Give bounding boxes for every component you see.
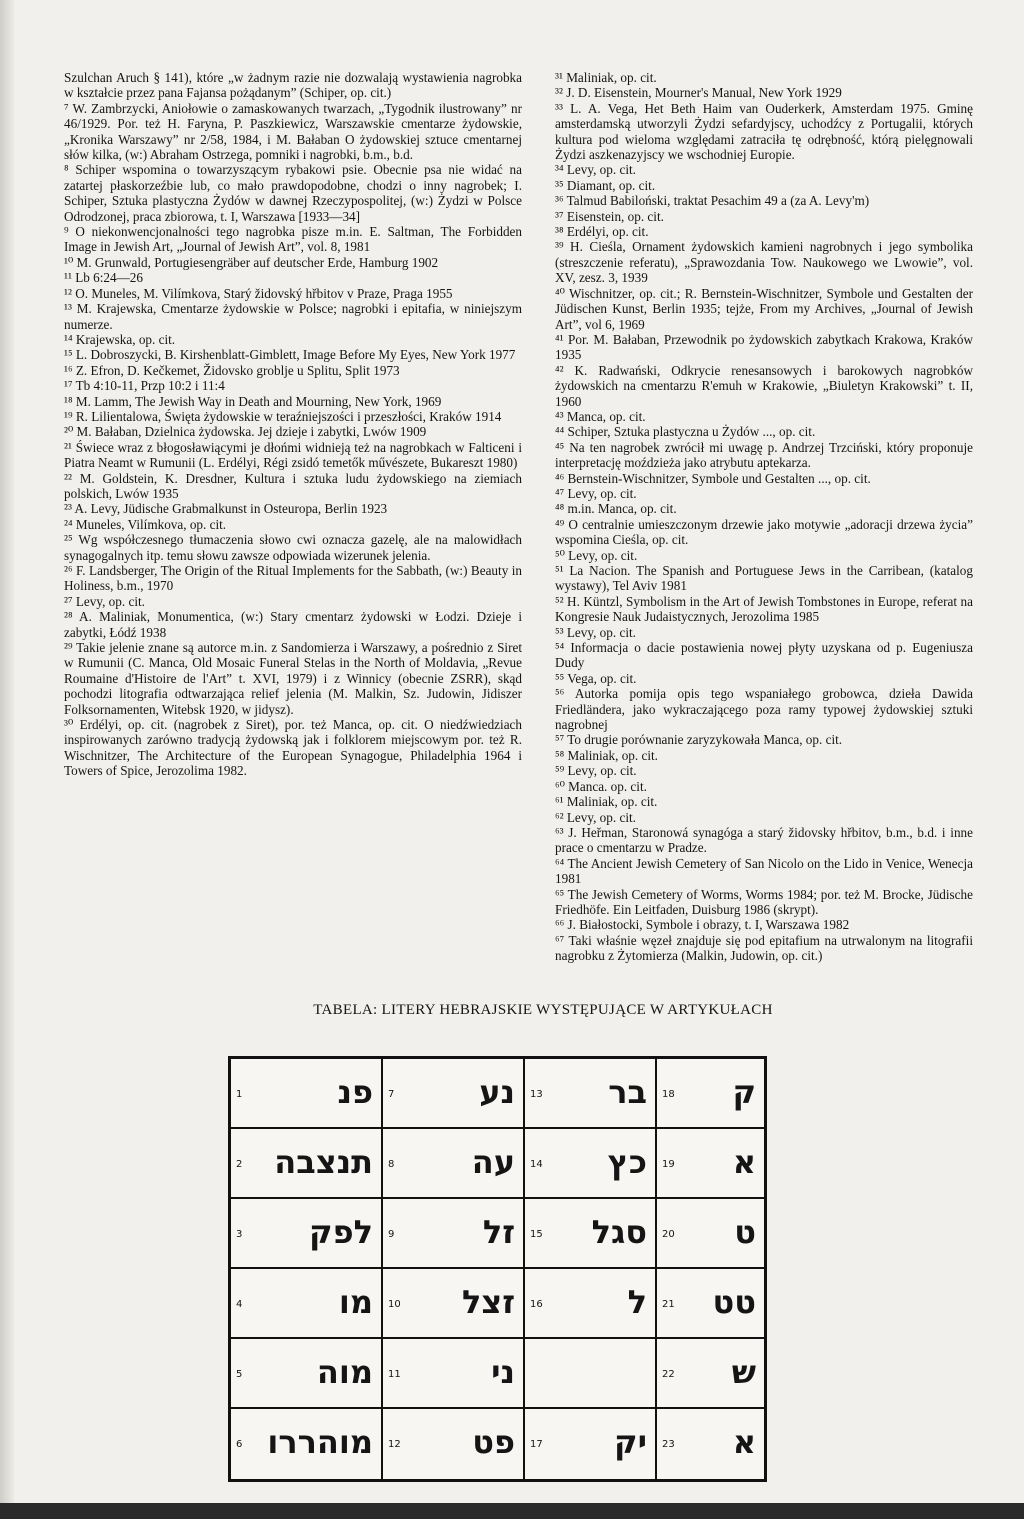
footnote: ²⁹ Takie jelenie znane są autorce m.in. z Sandomierza i Warszawy, a pośrednio z Siret w Rumunii (C. Manca, Old Mosaic Funeral Stelas in the North of Moldavia, „Revue Roumaine d'Histoire de l'Art” t. XVI, 1979) i z Winnicy (obecnie ZSRR), skąd pochodzi litografia odtwarzająca relief jelenia (M. Malkin, Sz. Judowin, Jidiszer Folksornamenten, Witebsk 1920, w jidysz). (64, 640, 522, 717)
footnote: ¹⁹ R. Lilientalowa, Święta żydowskie w teraźniejszości i przeszłości, Kraków 1914 (64, 408, 502, 424)
cell-number: 6 (236, 1439, 243, 1450)
footnote: ⁶⁵ The Jewish Cemetery of Worms, Worms 1984; por. też M. Brocke, Jüdische Friedhöfe. Ein Leitfaden, Duisburg 1986 (skrypt). (555, 886, 973, 917)
footnote: ⁴¹ Por. M. Bałaban, Przewodnik po żydowskich zabytkach Krakowa, Kraków 1935 (555, 331, 973, 363)
table-cell (231, 1059, 381, 1129)
footnote: ⁷ W. Zambrzycki, Aniołowie o zamaskowanych twarzach, „Tygodnik ilustrowany” nr 46/1929. Por. też H. Faryna, P. Paszkiewicz, Warszawskie cmentarze żydowskie, „Kronika Warszawy” nr 2/58, 1984, i M. Bałaban O żydowskiej sztuce cmentarnej słów kilka, (w:) Abraham Ostrzega, pomniki i nagrobki, b.m., b.d. (64, 100, 522, 163)
hebrew-abbreviation: נע (479, 1073, 515, 1111)
table-cell (525, 1129, 655, 1199)
footnote: Szulchan Aruch § 141), które „w żadnym razie nie dozwalają wystawienia nagrobka w kształcie przez pana Fajansa pożądanym” (Schiper, op. cit.) (64, 70, 522, 101)
footnote: ⁵¹ La Nacion. The Spanish and Portuguese Jews in the Carribean, (katalog wystawy), Tel Aviv 1981 (555, 563, 973, 594)
hebrew-abbreviation: ק (732, 1073, 756, 1111)
cell-number: 18 (662, 1089, 675, 1100)
footnote: ¹⁷ Tb 4:10-11, Przp 10:2 i 11:4 (64, 378, 225, 394)
cell-number: 11 (388, 1369, 401, 1380)
page-edge-shadow (0, 0, 14, 1519)
hebrew-abbreviation: ש (731, 1353, 756, 1391)
table-cell (383, 1269, 523, 1339)
cell-number: 21 (662, 1299, 675, 1310)
footnote: ⁴² K. Radwański, Odkrycie renesansowych i barokowych nagrobków żydowskich na cmentarzu R'emuh w Krakowie, „Biuletyn Krakowski” t. II, 1960 (555, 362, 973, 409)
footnote: ⁶⁴ The Ancient Jewish Cemetery of San Nicolo on the Lido in Venice, Wenecja 1981 (555, 855, 973, 887)
footnote: ²⁰ M. Bałaban, Dzielnica żydowska. Jej dzieje i zabytki, Lwów 1909 (64, 424, 427, 440)
footnote: ⁵² H. Küntzl, Symbolism in the Art of Jewish Tombstones in Europe, referat na Kongresie Nauk Judaistycznych, Jerozolima 1985 (555, 593, 973, 625)
cell-number: 12 (388, 1439, 401, 1450)
table-cell (525, 1339, 655, 1409)
hebrew-abbreviation: ט (734, 1213, 756, 1251)
hebrew-abbreviation: בר (608, 1073, 647, 1111)
footnote: ²⁶ F. Landsberger, The Origin of the Ritual Implements for the Sabbath, (w:) Beauty in Holiness, b.m., 1970 (64, 563, 522, 594)
cell-number: 9 (388, 1229, 395, 1240)
footnote: ⁴⁹ O centralnie umieszczonym drzewie jako motywie „adoracji drzewa życia” wspomina Cieśla, op. cit. (555, 516, 973, 548)
cell-number: 1 (236, 1089, 243, 1100)
table-cell (657, 1059, 764, 1129)
cell-number: 10 (388, 1299, 401, 1310)
footnote: ¹⁰ M. Grunwald, Portugiesengräber auf deutscher Erde, Hamburg 1902 (64, 254, 439, 270)
footnote: ²⁴ Muneles, Vilímkova, op. cit. (64, 516, 227, 532)
footnote: ⁴⁰ Wischnitzer, op. cit.; R. Bernstein-Wischnitzer, Symbole und Gestalten der Jüdischen Kunst, Berlin 1935; tejże, From my Archives, „Journal of Jewish Art”, vol 6, 1969 (555, 285, 973, 332)
footnote: ⁴⁶ Bernstein-Wischnitzer, Symbole und Gestalten ..., op. cit. (555, 470, 871, 486)
table-cell (231, 1199, 381, 1269)
footnote: ⁵⁸ Maliniak, op. cit. (555, 747, 658, 763)
footnote: ⁶¹ Maliniak, op. cit. (555, 794, 658, 810)
footnote: ⁴⁸ m.in. Manca, op. cit. (555, 501, 677, 517)
hebrew-abbreviation: סגל (591, 1213, 647, 1251)
hebrew-abbreviation: ל (627, 1283, 647, 1321)
footnote: ³¹ Maliniak, op. cit. (555, 70, 657, 85)
footnote: ¹⁵ L. Dobroszycki, B. Kirshenblatt-Gimblett, Image Before My Eyes, New York 1977 (64, 347, 516, 363)
footnote: ⁴³ Manca, op. cit. (555, 408, 646, 424)
footnote: ⁴⁴ Schiper, Sztuka plastyczna u Żydów ..., op. cit. (555, 424, 816, 440)
hebrew-abbreviation: לפק (309, 1213, 373, 1251)
footnotes-right-column (555, 70, 973, 964)
cell-number: 8 (388, 1159, 395, 1170)
footnote: ⁴⁷ Levy, op. cit. (555, 485, 637, 501)
footnote: ⁴⁵ Na ten nagrobek zwrócił mi uwagę p. Andrzej Trzciński, który proponuje interpretację moździeża jako atrybutu aptekarza. (555, 439, 973, 471)
footnote: ¹⁶ Z. Efron, D. Kečkemet, Židovsko groblje u Splitu, Split 1973 (64, 362, 400, 378)
table-cell (657, 1199, 764, 1269)
hebrew-abbreviation: טט (712, 1283, 756, 1321)
page-bottom-edge (0, 1503, 1024, 1519)
footnote: ⁶² Levy, op. cit. (555, 809, 636, 825)
hebrew-abbreviation: תנצבה (274, 1143, 373, 1181)
footnote: ²⁵ Wg współczesnego tłumaczenia słowo cwi oznacza gazelę, ale na malowidłach synagogalnych itp. temu słowu zawsze odpowiada wizerunek jelenia. (64, 532, 522, 563)
footnote: ³² J. D. Eisenstein, Mourner's Manual, New York 1929 (555, 85, 842, 101)
footnote: ³⁹ H. Cieśla, Ornament żydowskich kamieni nagrobnych i jego symbolika (streszczenie referatu), „Sprawozdania Tow. Naukowego we Lwowie”, vol. XV, zesz. 3, 1939 (555, 239, 973, 286)
table-cell (231, 1339, 381, 1409)
table-cell (383, 1199, 523, 1269)
table-cell (231, 1269, 381, 1339)
footnote: ²³ A. Levy, Jüdische Grabmalkunst in Osteuropa, Berlin 1923 (64, 501, 388, 517)
footnote: ³⁰ Erdélyi, op. cit. (nagrobek z Siret), por. też Manca, op. cit. O niedźwiedziach inspirowanych zarówno tradycją żydowską jak i folklorem miejscowym por. też R. Wischnitzer, The Architecture of the European Synagogue, Philadelphia 1964 i Towers of Spice, Jerozolima 1982. (64, 717, 522, 779)
footnote: ⁶³ J. Heřman, Staronowá synagóga a starý židovsky hřbitov, b.m., b.d. i inne prace o cmentarzu w Pradze. (555, 824, 973, 856)
table-cell (231, 1409, 381, 1479)
table-cell (383, 1129, 523, 1199)
footnote: ²² M. Goldstein, K. Dresdner, Kultura i sztuka ludu żydowskiego na ziemiach polskich, Lwów 1935 (64, 470, 522, 501)
cell-number: 20 (662, 1229, 675, 1240)
footnote: ²¹ Świece wraz z błogosławiącymi je dłońmi widnieją też na nagrobkach w Falticeni i Piatra Neamt w Rumunii (L. Erdélyi, Régi zsidó temetők művészete, Bukareszt 1980) (64, 439, 522, 471)
cell-number: 14 (530, 1159, 543, 1170)
table-cell (525, 1409, 655, 1479)
footnote: ³³ L. A. Vega, Het Beth Haim van Ouderkerk, Amsterdam 1975. Gminę amsterdamską utworzyli Żydzi sefardyjscy, uchodźcy z Portugalii, których kultura pod wieloma względami zatraciła tę odrębność, którą pielęgnowali Żydzi aszkenazyjscy we wschodniej Europie. (555, 100, 973, 163)
footnote: ⁵⁴ Informacja o dacie postawienia nowej płyty uzyskana od p. Eugeniusza Dudy (555, 640, 973, 671)
cell-number: 17 (530, 1439, 543, 1450)
hebrew-abbreviation: יק (614, 1423, 647, 1461)
cell-number: 2 (236, 1159, 243, 1170)
hebrew-abbreviation: מוהררו (267, 1423, 373, 1461)
footnote: ¹⁴ Krajewska, op. cit. (64, 331, 176, 347)
hebrew-abbreviation: פט (472, 1423, 515, 1461)
table-cell (383, 1059, 523, 1129)
cell-number: 3 (236, 1229, 243, 1240)
footnote: ⁶⁰ Manca. op. cit. (555, 778, 647, 794)
footnote: ³⁶ Talmud Babiloński, traktat Pesachim 49 a (za A. Levy'm) (555, 193, 870, 209)
table-column (657, 1059, 764, 1479)
table-column (231, 1059, 383, 1479)
footnote: ⁵⁵ Vega, op. cit. (555, 670, 637, 686)
hebrew-abbreviation: מוה (316, 1353, 373, 1391)
table-cell (383, 1339, 523, 1409)
cell-number: 13 (530, 1089, 543, 1100)
table-cell (525, 1199, 655, 1269)
hebrew-abbreviation: מו (338, 1283, 373, 1321)
footnote: ³⁸ Erdélyi, op. cit. (555, 224, 649, 240)
footnote: ⁸ Schiper wspomina o towarzyszącym rybakowi psie. Obecnie psa nie widać na zatartej płaskorzeźbie lub, co mało prawdopodobne, chodzi o inny nagrobek; I. Schiper, Sztuka plastyczna Żydów w dawnej Rzeczypospolitej, (w:) Żydzi w Polsce Odrodzonej, praca zbiorowa, t. I, Warszawa [1933—34] (64, 162, 522, 224)
table-cell (657, 1129, 764, 1199)
hebrew-abbreviation: א (732, 1423, 756, 1461)
footnote: ⁵⁹ Levy, op. cit. (555, 763, 637, 779)
footnote: ¹² O. Muneles, M. Vilímkova, Starý židovský hřbitov v Praze, Praga 1955 (64, 285, 453, 301)
footnotes-left-column (64, 70, 522, 779)
hebrew-abbreviation: ני (491, 1353, 515, 1391)
footnote: ²⁷ Levy, op. cit. (64, 593, 145, 609)
footnote: ³⁵ Diamant, op. cit. (555, 177, 656, 193)
footnote: ⁵⁷ To drugie porównanie zaryzykowała Manca, op. cit. (555, 732, 843, 748)
footnote: ⁵³ Levy, op. cit. (555, 624, 636, 640)
footnote: ⁶⁶ J. Białostocki, Symbole i obrazy, t. I, Warszawa 1982 (555, 917, 850, 933)
table-column (525, 1059, 657, 1479)
hebrew-abbreviation: זל (482, 1213, 515, 1251)
cell-number: 4 (236, 1299, 243, 1310)
table-cell (657, 1269, 764, 1339)
footnote: ⁹ O niekonwencjonalności tego nagrobka pisze m.in. E. Saltman, The Forbidden Image in Jewish Art, „Journal of Jewish Art”, vol. 8, 1981 (64, 224, 522, 255)
table-cell (657, 1409, 764, 1479)
cell-number: 7 (388, 1089, 395, 1100)
footnote: ⁶⁷ Taki właśnie węzeł znajduje się pod epitafium na utrwalonym na litografii nagrobku z Żytomierza (Malkin, Judowin, op. cit.) (555, 932, 973, 964)
footnote: ²⁸ A. Maliniak, Monumentica, (w:) Stary cmentarz żydowski w Łodzi. Dzieje i zabytki, Łódź 1938 (64, 609, 522, 640)
footnote: ³⁴ Levy, op. cit. (555, 162, 636, 178)
cell-number: 15 (530, 1229, 543, 1240)
table-cell (231, 1129, 381, 1199)
table-cell (383, 1409, 523, 1479)
footnote: ⁵⁶ Autorka pomija opis tego wspaniałego grobowca, dzieła Dawida Friedländera, jako wykraczającego poza ramy typowej żydowskiej sztuki nagrobnej (555, 686, 973, 733)
hebrew-abbreviation: עה (471, 1143, 515, 1181)
table-title: TABELA: LITERY HEBRAJSKIE WYSTĘPUJĄCE W ARTYKUŁACH (313, 1002, 773, 1018)
table-cell (525, 1269, 655, 1339)
footnote: ³⁷ Eisenstein, op. cit. (555, 208, 664, 224)
hebrew-abbreviation: א (732, 1143, 756, 1181)
hebrew-letters-table (228, 1056, 767, 1482)
footnote: ¹¹ Lb 6:24—26 (64, 270, 143, 286)
table-cell (657, 1339, 764, 1409)
footnote: ⁵⁰ Levy, op. cit. (555, 547, 638, 563)
hebrew-abbreviation: פנ (337, 1073, 373, 1111)
table-column (383, 1059, 525, 1479)
cell-number: 19 (662, 1159, 675, 1170)
table-cell (525, 1059, 655, 1129)
cell-number: 23 (662, 1439, 675, 1450)
cell-number: 16 (530, 1299, 543, 1310)
cell-number: 5 (236, 1369, 243, 1380)
footnote: ¹⁸ M. Lamm, The Jewish Way in Death and Mourning, New York, 1969 (64, 393, 442, 409)
hebrew-abbreviation: זצל (461, 1283, 515, 1321)
footnote: ¹³ M. Krajewska, Cmentarze żydowskie w Polsce; nagrobki i epitafia, w niniejszym numerze. (64, 301, 522, 332)
hebrew-abbreviation: כץ (607, 1143, 647, 1181)
cell-number: 22 (662, 1369, 675, 1380)
